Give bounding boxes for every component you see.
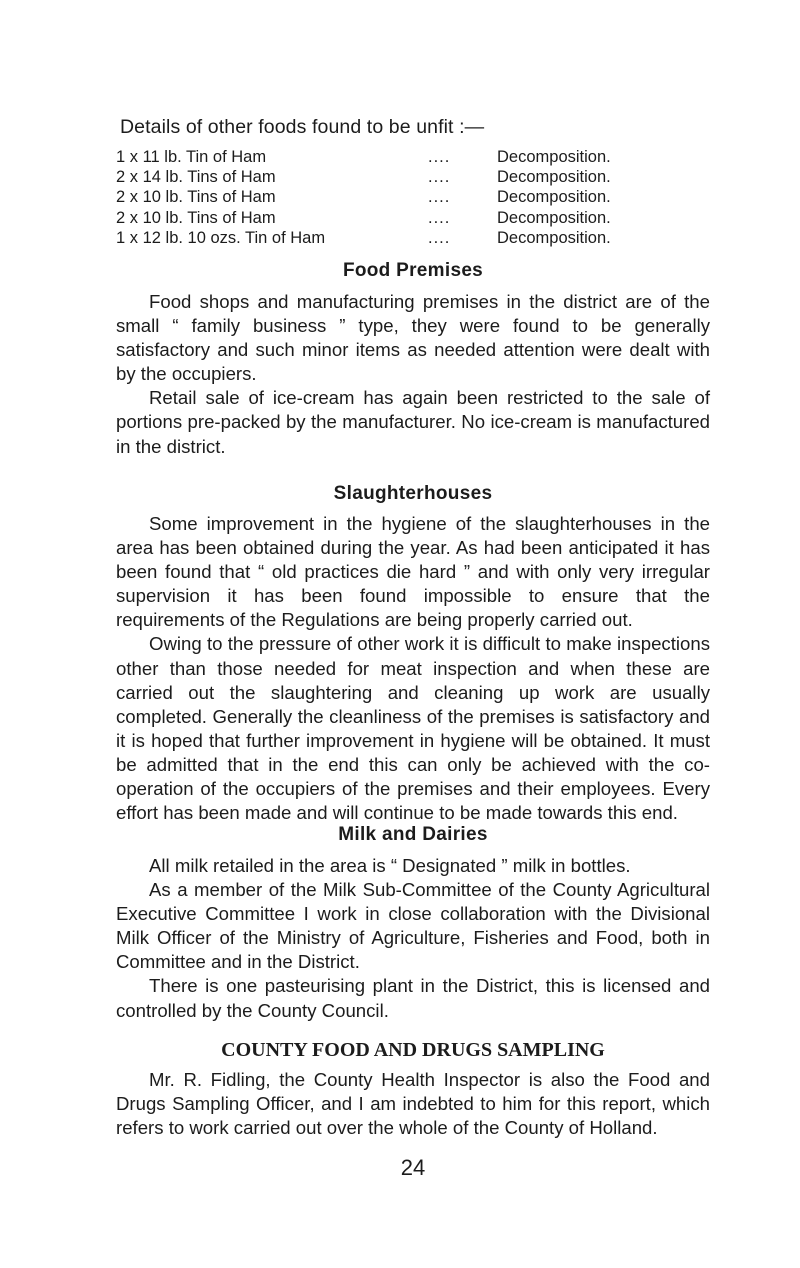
unfit-foods-intro: Details of other foods found to be unfit :— (120, 116, 485, 138)
paragraph: Food shops and manufacturing premises in the district are of the small “ family business ” type, they were found to be generally satisfactory and such minor items as needed attention were dealt with by the occupiers. (116, 291, 710, 385)
page-number: 24 (400, 1155, 426, 1180)
unfit-foods-list (116, 147, 710, 248)
food-item: 2 x 14 lb. Tins of Ham (116, 168, 276, 187)
leader-dots: .... (428, 208, 451, 227)
sampling-heading: COUNTY FOOD AND DRUGS SAMPLING (221, 1039, 605, 1061)
milk-dairies-heading: Milk and Dairies (338, 824, 488, 845)
food-reason: Decomposition. (497, 208, 611, 227)
leader-dots: .... (428, 148, 451, 166)
paragraph: Mr. R. Fidling, the County Health Inspector is also the Food and Drugs Sampling Officer, and I am indebted to him for this report, which refers to work carried out over the whole of the County of Holland. (116, 1069, 710, 1139)
paragraph: All milk retailed in the area is “ Designated ” milk in bottles. (149, 855, 631, 876)
paragraph: As a member of the Milk Sub-Committee of the County Agricultural Executive Committee I work in close collaboration with the Divisional Milk Officer of the Ministry of Agriculture, Fisheries and Food, both in Committee and in the District. (116, 879, 710, 973)
food-reason: Decomposition. (497, 148, 611, 166)
food-item: 1 x 12 lb. 10 ozs. Tin of Ham (116, 228, 326, 247)
food-reason: Decomposition. (497, 188, 611, 207)
food-premises-section (116, 290, 710, 459)
leader-dots: .... (428, 168, 451, 187)
food-item: 2 x 10 lb. Tins of Ham (116, 188, 276, 207)
milk-dairies-section (116, 854, 710, 1023)
food-premises-heading: Food Premises (342, 260, 484, 281)
list-item (116, 167, 710, 187)
paragraph: There is one pasteurising plant in the District, this is licensed and controlled by the County Council. (116, 975, 710, 1021)
list-item (116, 228, 710, 248)
food-reason: Decomposition. (497, 228, 611, 247)
list-item (116, 187, 710, 207)
food-item: 2 x 10 lb. Tins of Ham (116, 208, 276, 227)
slaughterhouses-section (116, 512, 710, 825)
food-item: 1 x 11 lb. Tin of Ham (116, 148, 267, 166)
list-item (116, 208, 710, 228)
leader-dots: .... (428, 228, 451, 247)
food-reason: Decomposition. (497, 168, 611, 187)
leader-dots: .... (428, 188, 451, 207)
paragraph: Owing to the pressure of other work it is difficult to make inspections other than those needed for meat inspection and when these are carried out the slaughtering and cleaning up work are usually completed. Generally the cleanliness of the premises is satisfactory and it is hoped that further improvement in hygiene will be obtained. It must be admitted that in the end this can only be achieved with the co-operation of the occupiers of the premises and their employees. Every effort has been made and will continue to be made towards this end. (116, 633, 710, 824)
slaughterhouses-heading: Slaughterhouses (333, 483, 493, 504)
list-item (116, 147, 710, 167)
sampling-section (116, 1068, 710, 1140)
paragraph: Some improvement in the hygiene of the slaughterhouses in the area has been obtained during the year. As had been anticipated it has been found that “ old practices die hard ” and with only very irregular supervision it has been found impossible to ensure that the requirements of the Regulations are being properly carried out. (116, 513, 710, 631)
paragraph: Retail sale of ice-cream has again been restricted to the sale of portions pre-packed by the manufacturer. No ice-cream is manufactured in the district. (116, 387, 710, 457)
